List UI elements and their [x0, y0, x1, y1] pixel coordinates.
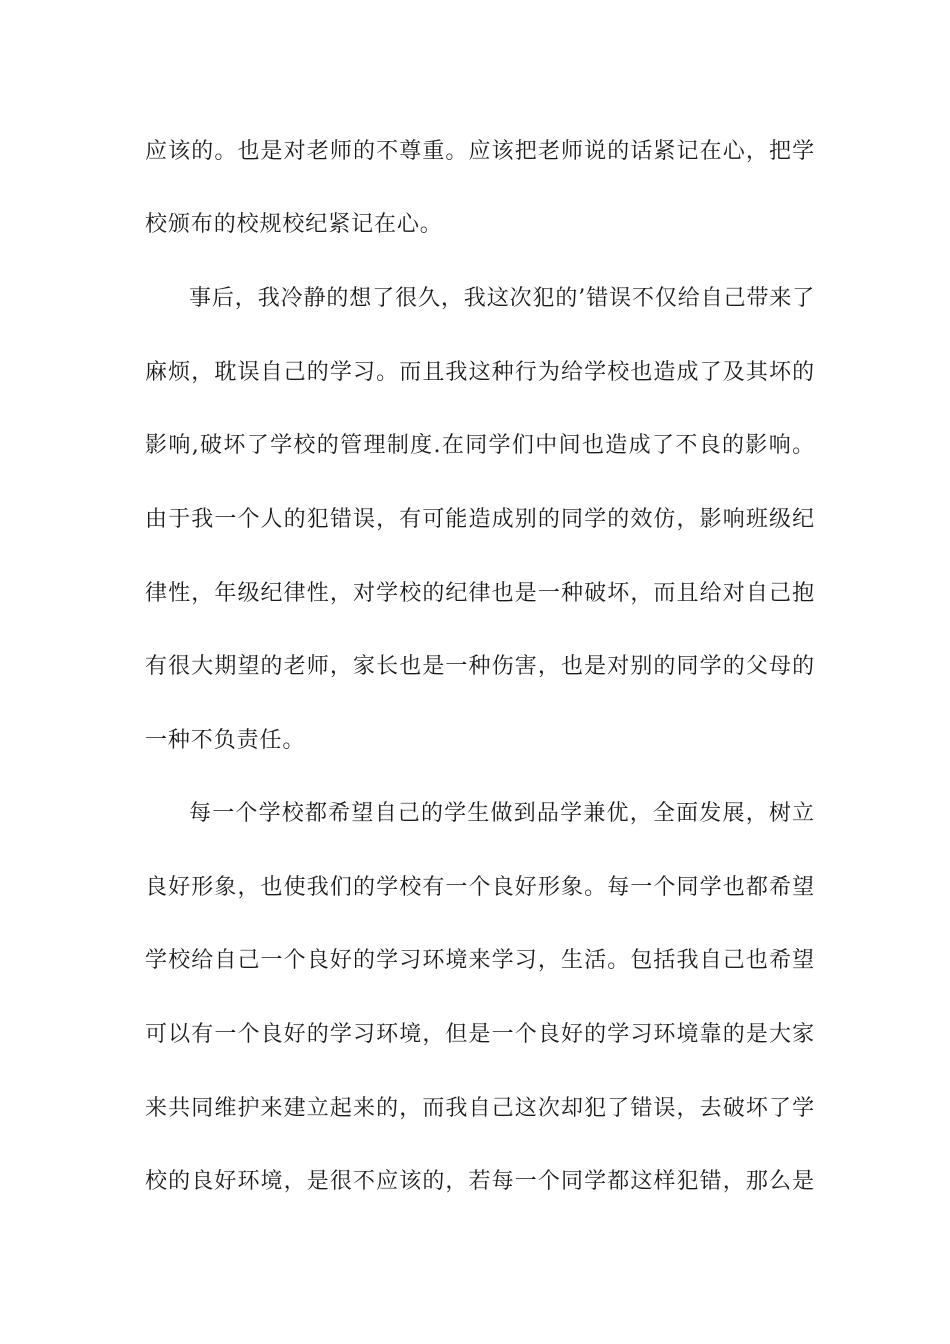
text-line: 律性，年级纪律性，对学校的纪律也是一种破坏，而且给对自己抱 — [145, 581, 815, 606]
text-line: 一种不负责任。 — [145, 728, 306, 753]
text-line: 校颁布的校规校纪紧记在心。 — [145, 212, 443, 237]
text-line: 有很大期望的老师，家长也是一种伤害，也是对别的同学的父母的 — [145, 654, 815, 679]
text-line: 麻烦，耽误自己的学习。而且我这种行为给学校也造成了及其坏的 — [145, 360, 815, 385]
text-line: 来共同维护来建立起来的，而我自己这次却犯了错误，去破坏了学 — [145, 1096, 815, 1121]
paragraph-first-line: 每一个学校都希望自己的学生做到品学兼优，全面发展，树立 — [189, 801, 815, 826]
text-line: 由于我一个人的犯错误，有可能造成别的同学的效仿，影响班级纪 — [145, 507, 815, 532]
paragraph-first-line: 事后，我冷静的想了很久，我这次犯的’错误不仅给自己带来了 — [189, 286, 816, 311]
text-line: 良好形象，也使我们的学校有一个良好形象。每一个同学也都希望 — [145, 875, 815, 900]
text-line: 学校给自己一个良好的学习环境来学习，生活。包括我自己也希望 — [145, 948, 815, 973]
text-line: 影响,破坏了学校的管理制度.在同学们中间也造成了不良的影响。 — [145, 433, 815, 458]
text-line: 校的良好环境，是很不应该的，若每一个同学都这样犯错，那么是 — [145, 1169, 815, 1194]
text-line: 可以有一个良好的学习环境，但是一个良好的学习环境靠的是大家 — [145, 1022, 815, 1047]
text-line: 应该的。也是对老师的不尊重。应该把老师说的话紧记在心，把学 — [145, 139, 815, 164]
